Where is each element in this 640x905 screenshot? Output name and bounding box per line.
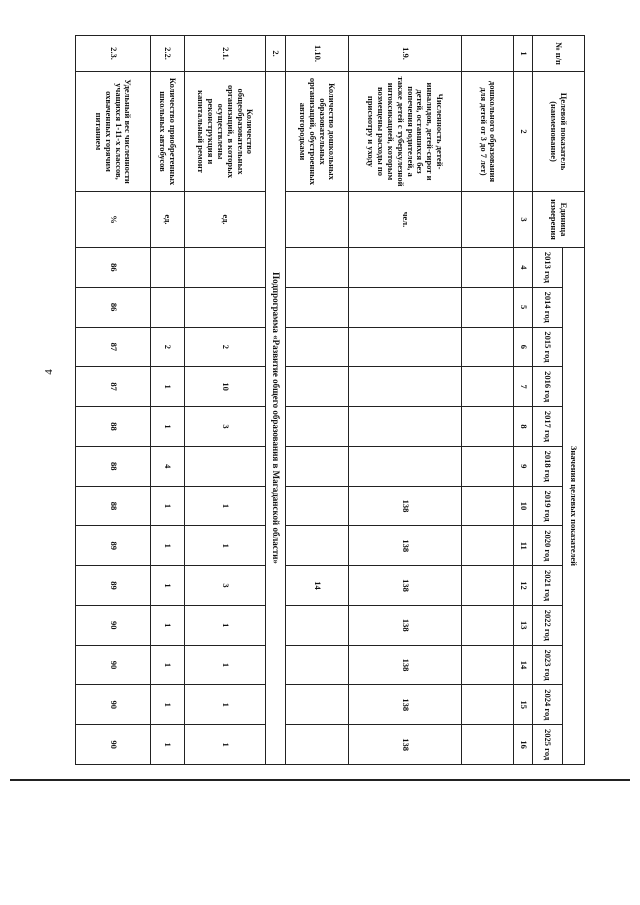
value-cell: 87 xyxy=(76,367,151,407)
value-cell xyxy=(286,367,349,407)
value-cell: 10 xyxy=(185,367,266,407)
value-cell xyxy=(150,287,184,327)
row-number: 1.9. xyxy=(348,36,461,72)
value-cell: 87 xyxy=(76,327,151,367)
value-cell: 88 xyxy=(76,486,151,526)
header-values: Значения целевых показателей xyxy=(562,248,584,765)
indicators-table xyxy=(75,35,585,765)
value-cell: 138 xyxy=(348,526,461,566)
value-cell xyxy=(461,486,514,526)
value-cell: 88 xyxy=(76,407,151,447)
header-year: 2013 год xyxy=(532,248,562,288)
row-number: 2. xyxy=(265,36,285,72)
value-cell xyxy=(150,248,184,288)
row-number xyxy=(461,36,514,72)
value-cell: 1 xyxy=(150,725,184,765)
header-indicator: Целевой показатель (наименование) xyxy=(532,72,584,192)
indicator-name: Количество дошкольных образовательных организаций, обустроенных автогородками xyxy=(286,72,349,192)
value-cell: 1 xyxy=(150,407,184,447)
column-number: 15 xyxy=(514,685,532,725)
value-cell: 138 xyxy=(348,566,461,606)
value-cell xyxy=(185,248,266,288)
row-number: 2.1. xyxy=(185,36,266,72)
header-year: 2020 год xyxy=(532,526,562,566)
unit-cell: ед. xyxy=(150,192,184,248)
column-number: 7 xyxy=(514,367,532,407)
value-cell xyxy=(461,526,514,566)
value-cell: 14 xyxy=(286,566,349,606)
column-number: 10 xyxy=(514,486,532,526)
value-cell: 138 xyxy=(348,486,461,526)
value-cell xyxy=(286,685,349,725)
column-number: 14 xyxy=(514,645,532,685)
value-cell xyxy=(348,446,461,486)
column-number: 2 xyxy=(514,72,532,192)
indicator-name: Количество приобретенных школьных автобусов xyxy=(150,72,184,192)
value-cell xyxy=(286,605,349,645)
value-cell xyxy=(461,685,514,725)
value-cell xyxy=(461,725,514,765)
header-year: 2016 год xyxy=(532,367,562,407)
indicator-name: дошкольного образования для детей от 3 до 7 лет) xyxy=(461,72,514,192)
value-cell xyxy=(348,407,461,447)
value-cell: 4 xyxy=(150,446,184,486)
column-number: 16 xyxy=(514,725,532,765)
value-cell: 138 xyxy=(348,605,461,645)
value-cell: 1 xyxy=(150,645,184,685)
value-cell: 138 xyxy=(348,685,461,725)
value-cell: 1 xyxy=(150,367,184,407)
header-year: 2025 год xyxy=(532,725,562,765)
value-cell xyxy=(286,645,349,685)
unit-cell: чел. xyxy=(348,192,461,248)
value-cell xyxy=(286,287,349,327)
value-cell xyxy=(348,287,461,327)
value-cell xyxy=(461,645,514,685)
value-cell: 138 xyxy=(348,725,461,765)
column-number: 13 xyxy=(514,605,532,645)
row-number: 1.10. xyxy=(286,36,349,72)
value-cell: 89 xyxy=(76,566,151,606)
section-title: Подпрограмма «Развитие общего образования в Магаданской области» xyxy=(265,72,285,765)
header-num: № п/п xyxy=(532,36,584,72)
column-number: 9 xyxy=(514,446,532,486)
value-cell: 1 xyxy=(185,605,266,645)
header-year: 2021 год xyxy=(532,566,562,606)
value-cell xyxy=(348,248,461,288)
value-cell: 1 xyxy=(185,526,266,566)
table-row xyxy=(150,36,184,765)
value-cell xyxy=(461,287,514,327)
indicator-name: Количество общеобразовательных организаций, в которых осуществлены реконструкция и капитальный ремонт xyxy=(185,72,266,192)
value-cell: 3 xyxy=(185,566,266,606)
value-cell: 1 xyxy=(150,566,184,606)
value-cell xyxy=(461,407,514,447)
rotated-table-wrapper xyxy=(75,35,585,765)
value-cell: 88 xyxy=(76,446,151,486)
header-year: 2019 год xyxy=(532,486,562,526)
page-number: 4 xyxy=(42,369,55,375)
table-row xyxy=(76,36,151,765)
value-cell: 2 xyxy=(150,327,184,367)
value-cell: 1 xyxy=(150,605,184,645)
value-cell xyxy=(286,248,349,288)
value-cell: 89 xyxy=(76,526,151,566)
value-cell: 90 xyxy=(76,725,151,765)
header-year: 2017 год xyxy=(532,407,562,447)
column-number: 1 xyxy=(514,36,532,72)
value-cell xyxy=(461,446,514,486)
unit-cell xyxy=(286,192,349,248)
page-divider xyxy=(10,779,630,781)
value-cell: 1 xyxy=(185,685,266,725)
value-cell xyxy=(461,248,514,288)
value-cell xyxy=(461,327,514,367)
value-cell xyxy=(185,287,266,327)
row-number: 2.3. xyxy=(76,36,151,72)
value-cell xyxy=(286,327,349,367)
value-cell: 138 xyxy=(348,645,461,685)
value-cell xyxy=(461,605,514,645)
header-year: 2015 год xyxy=(532,327,562,367)
value-cell: 90 xyxy=(76,605,151,645)
column-number: 5 xyxy=(514,287,532,327)
indicator-name: Удельный вес численности учащихся 1-11-х классов, охваченных горячим питанием xyxy=(76,72,151,192)
header-year: 2018 год xyxy=(532,446,562,486)
column-number: 11 xyxy=(514,526,532,566)
column-number: 4 xyxy=(514,248,532,288)
value-cell: 1 xyxy=(185,645,266,685)
value-cell: 86 xyxy=(76,248,151,288)
header-year: 2014 год xyxy=(532,287,562,327)
table-row xyxy=(286,36,349,765)
column-number: 12 xyxy=(514,566,532,606)
value-cell xyxy=(461,566,514,606)
value-cell: 2 xyxy=(185,327,266,367)
value-cell xyxy=(286,526,349,566)
value-cell: 90 xyxy=(76,645,151,685)
header-year: 2024 год xyxy=(532,685,562,725)
value-cell xyxy=(461,367,514,407)
value-cell: 1 xyxy=(185,725,266,765)
value-cell: 1 xyxy=(150,486,184,526)
table-row xyxy=(348,36,461,765)
value-cell: 1 xyxy=(185,486,266,526)
indicator-name: Численность детей-инвалидов, детей-сирот и детей, оставшихся без попечения родителей, а также детей с туберкулезной интоксикацией, которым возмещены расходы по присмотру и уходу xyxy=(348,72,461,192)
unit-cell: % xyxy=(76,192,151,248)
column-number: 8 xyxy=(514,407,532,447)
column-number: 3 xyxy=(514,192,532,248)
column-number: 6 xyxy=(514,327,532,367)
value-cell: 90 xyxy=(76,685,151,725)
value-cell xyxy=(348,327,461,367)
value-cell: 1 xyxy=(150,685,184,725)
value-cell xyxy=(286,486,349,526)
value-cell xyxy=(286,407,349,447)
table-row xyxy=(461,36,514,765)
header-year: 2023 год xyxy=(532,645,562,685)
table-row xyxy=(185,36,266,765)
value-cell: 1 xyxy=(150,526,184,566)
header-unit: Единица измерения xyxy=(532,192,584,248)
value-cell xyxy=(286,725,349,765)
row-number: 2.2. xyxy=(150,36,184,72)
value-cell xyxy=(185,446,266,486)
value-cell xyxy=(286,446,349,486)
table-row xyxy=(265,36,285,765)
value-cell xyxy=(348,367,461,407)
value-cell: 86 xyxy=(76,287,151,327)
header-year: 2022 год xyxy=(532,605,562,645)
value-cell: 3 xyxy=(185,407,266,447)
unit-cell: ед. xyxy=(185,192,266,248)
unit-cell xyxy=(461,192,514,248)
